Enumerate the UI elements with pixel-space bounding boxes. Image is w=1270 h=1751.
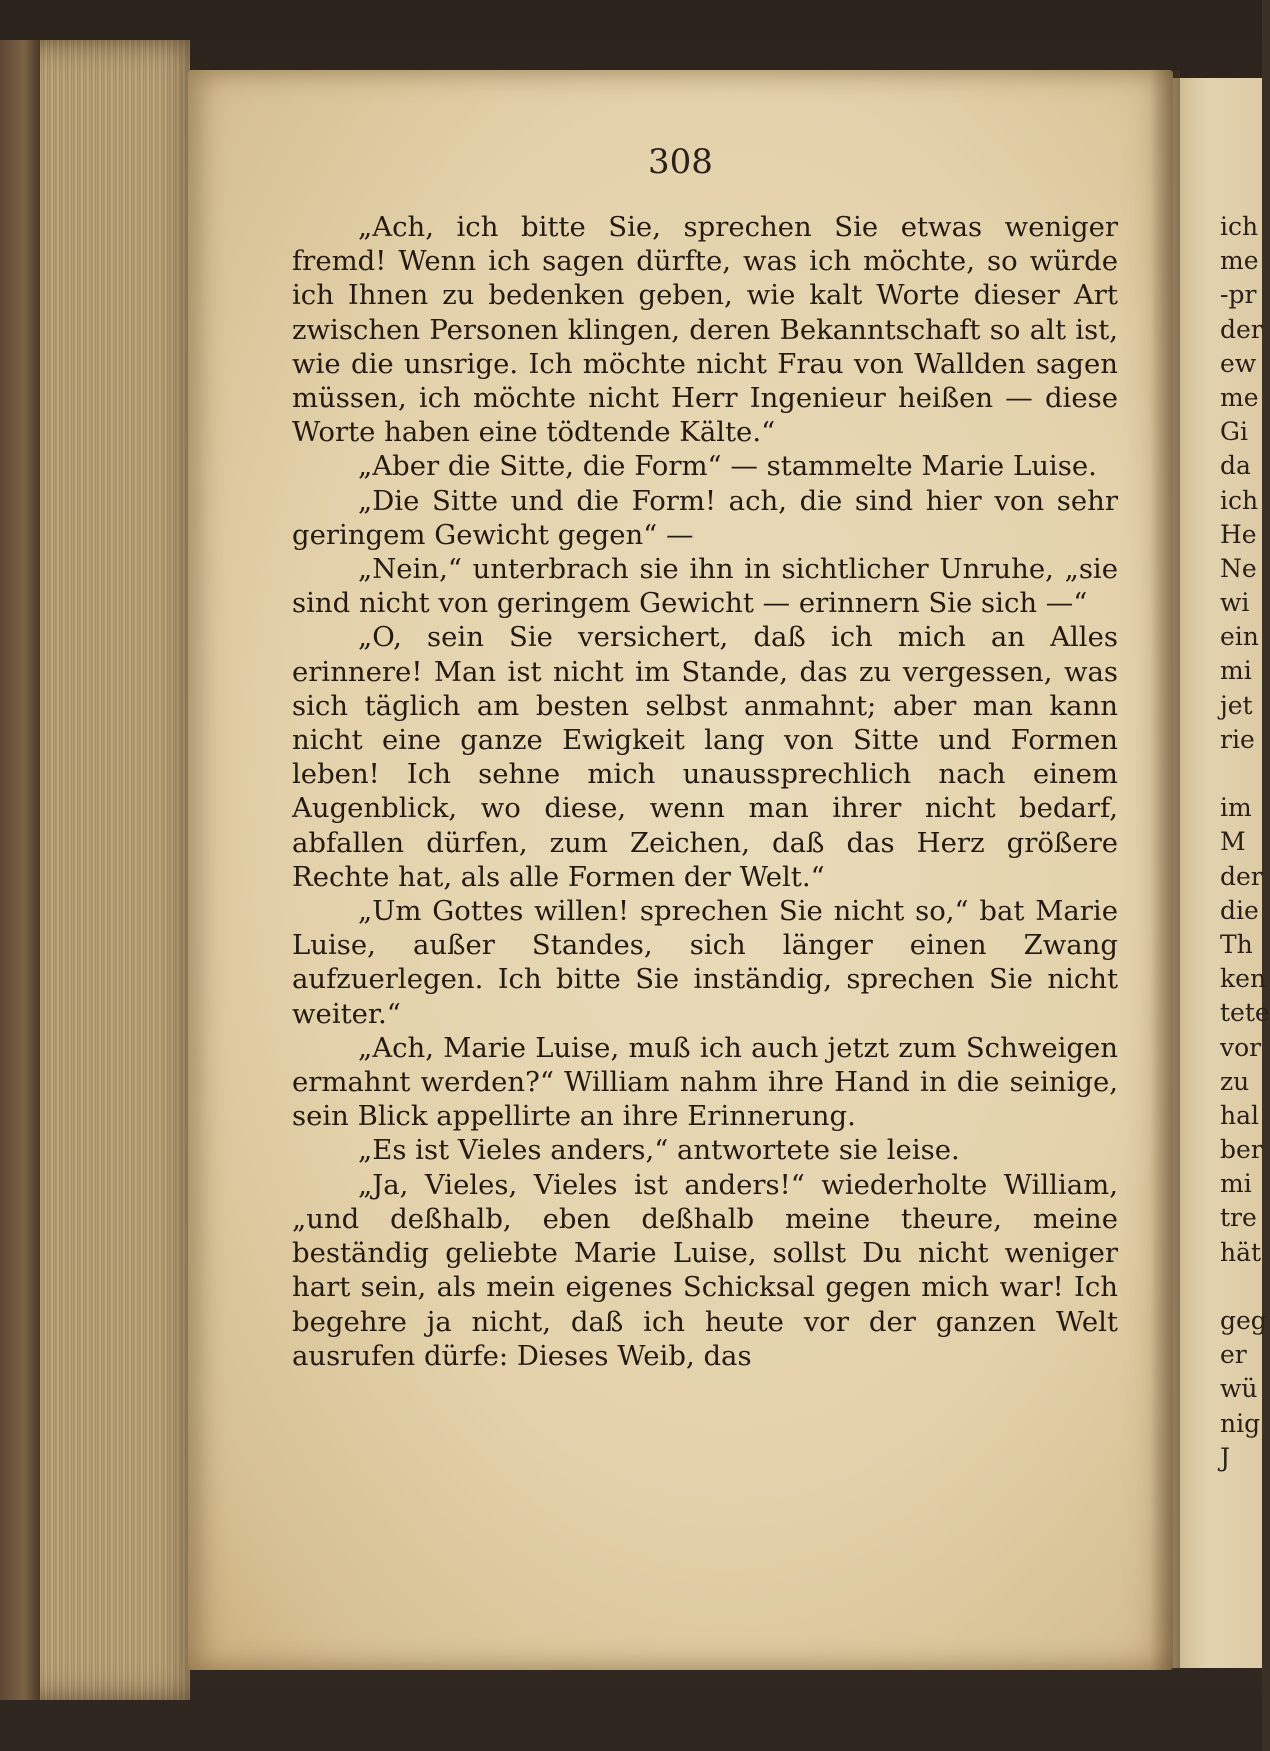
fragment: mi — [1220, 1169, 1252, 1199]
page-number: 308 — [648, 142, 713, 182]
fragment: geg — [1220, 1306, 1267, 1335]
fragment: Th — [1220, 929, 1253, 959]
paragraph: „Aber die Sitte, die Form“ — stammelte Marie Luise. — [358, 450, 1097, 483]
fragment: wi — [1220, 588, 1250, 618]
page-gutter-shadow — [1150, 70, 1180, 1670]
fragment: ew — [1220, 348, 1257, 378]
paragraph: „Nein,“ unterbrach sie ihn in sichtlicher Unruhe, „sie sind nicht von geringem Gewicht — erinnern Sie sich —“ — [292, 553, 1118, 620]
fragment: rie — [1220, 724, 1255, 754]
fragment: He — [1220, 519, 1257, 549]
fragment: Ne — [1220, 553, 1257, 583]
fragment: ber — [1220, 1135, 1263, 1165]
fragment: der — [1220, 314, 1263, 344]
fragment: im — [1220, 793, 1252, 823]
fragment: -pr — [1220, 280, 1257, 310]
fragment: M — [1220, 827, 1246, 857]
paragraph: „Ja, Vieles, Vieles ist anders!“ wiederholte William, „und deßhalb, eben deßhalb meine theure, meine beständig geliebte Marie Luise, sollst Du nicht weniger hart sein, als mein eigenes Schicksal gegen mich war! Ich begehre ja nicht, daß ich heute vor der ganzen Welt ausrufen dürfe: Dieses Weib, das — [292, 1168, 1118, 1372]
facing-page-fragments — [1220, 210, 1270, 1475]
fragment: jet — [1220, 690, 1253, 720]
paragraph: „Es ist Vieles anders,“ antwortete sie leise. — [358, 1134, 960, 1167]
fragment: mi — [1220, 656, 1252, 686]
fragment: vor — [1220, 1032, 1262, 1062]
fragment: tre — [1220, 1203, 1257, 1233]
fragment — [1220, 757, 1262, 791]
paragraph: „O, sein Sie versichert, daß ich mich an Alles erinnere! Man ist nicht im Stande, das zu vergessen, was sich täglich am besten selbst anmahnt; aber man kann nicht eine ganze Ewigkeit lang von Sitte und Formen leben! Ich sehne mich unaussprechlich nach einem Augenblick, wo diese, wenn man ihrer nicht bedarf, abfallen dürfen, zum Zeichen, daß das Herz größere Rechte hat, als alle Formen der Welt.“ — [292, 621, 1118, 893]
fragment: wü — [1220, 1374, 1258, 1404]
fragment: me — [1220, 382, 1259, 412]
book-page — [188, 70, 1173, 1670]
fragment: tete — [1220, 998, 1270, 1028]
page-text — [292, 210, 1118, 1373]
fragment: die — [1220, 895, 1259, 925]
fragment: er — [1220, 1340, 1247, 1370]
fragment: hal — [1220, 1100, 1260, 1130]
fragment: da — [1220, 451, 1251, 481]
fragment: me — [1220, 246, 1259, 276]
fragment: J — [1220, 1442, 1231, 1472]
paragraph: „Um Gottes willen! sprechen Sie nicht so,“ bat Marie Luise, außer Standes, sich länger einen Zwang aufzuerlegen. Ich bitte Sie inständig, sprechen Sie nicht weiter.“ — [292, 895, 1118, 1030]
fragment: der — [1220, 861, 1263, 891]
fragment: Gi — [1220, 417, 1248, 447]
paragraph: „Ach, ich bitte Sie, sprechen Sie etwas weniger fremd! Wenn ich sagen dürfte, was ich möchte, so würde ich Ihnen zu bedenken geben, wie kalt Worte dieser Art zwischen Personen klingen, deren Bekanntschaft so alt ist, wie die unsrige. Ich möchte nicht Frau von Wallden sagen müssen, ich möchte nicht Herr Ingenieur heißen — diese Worte haben eine tödtende Kälte.“ — [292, 211, 1118, 449]
paragraph: „Die Sitte und die Form! ach, die sind hier von sehr geringem Gewicht gegen“ — — [292, 484, 1118, 551]
fragment: ich — [1220, 485, 1259, 515]
paragraph: „Ach, Marie Luise, muß ich auch jetzt zum Schweigen ermahnt werden?“ William nahm ihre Hand in die seinige, sein Blick appellirte an ihre Erinnerung. — [292, 1031, 1118, 1133]
fragment — [1220, 1270, 1262, 1304]
fragment: ich — [1220, 212, 1259, 241]
fragment: nig — [1220, 1408, 1261, 1438]
fragment: ken — [1220, 964, 1267, 994]
fragment: zu — [1220, 1066, 1250, 1096]
fragment: hät — [1220, 1237, 1262, 1267]
fragment: ein — [1220, 622, 1259, 652]
book-binding — [0, 40, 40, 1700]
